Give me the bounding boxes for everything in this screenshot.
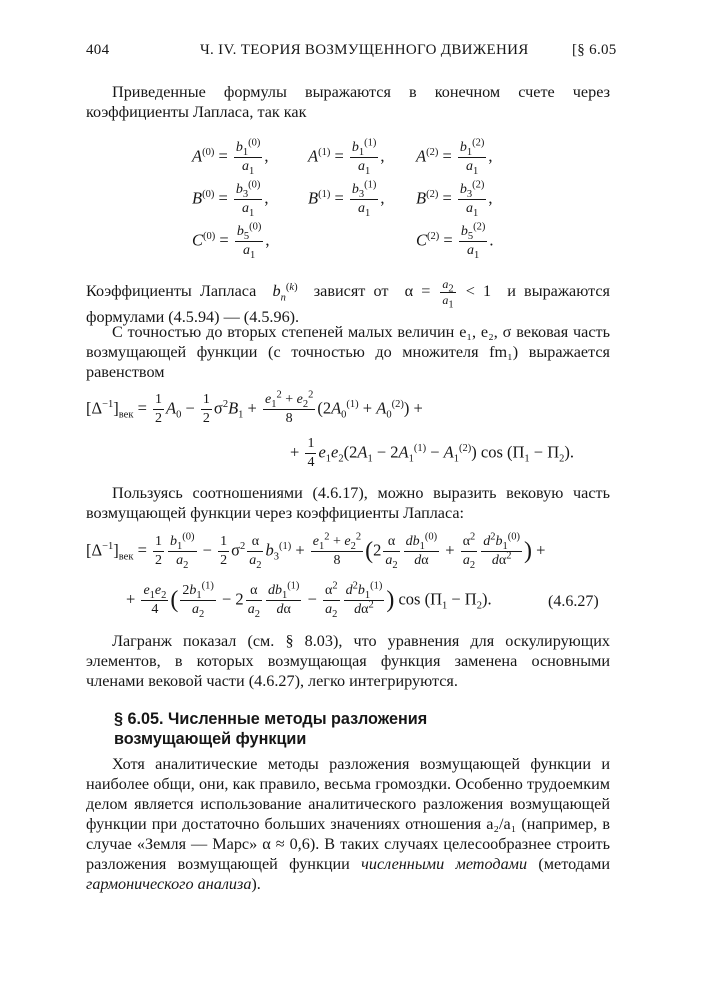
- formula-a1: $A^{(1)}$ = $\frac{b_1^{(1)}}{a_1}$ ,: [308, 137, 385, 177]
- equation-secular-line1: $[\Delta^{-1}]_{век}$ = $\frac{1}{2}$ $A_0$ − $\frac{1}{2}$ $\sigma^2B_1$ + $\frac{e_1^2 + e_2^2}{8}$ $(2A_0^{(1)} + A_0^{(2)})$ +: [86, 389, 423, 426]
- paragraph-accuracy: [86, 322, 610, 382]
- equation-4-6-27-line1: $[\Delta^{-1}]_{век}$ = $\frac{1}{2}$ $\frac{b_1^{(0)}}{a_2}$ − $\frac{1}{2}$ $\sigma^2$ $\frac{\alpha}{a_2}$ $b_3^{(1)}$ + $\frac{e_1^2 + e_2^2}{8}$ (2 $\frac{\alpha}{a_2}$ $\frac{db_1^{(0)}}{d\alpha}$ + $\frac{\alpha^2}{a_2}$ $\frac{d^2b_1^{(0)}}{d\alpha^2}$ ) +: [86, 531, 546, 571]
- paragraph-relations: [86, 483, 610, 523]
- paragraph-text: Лагранж показал (см. § 8.03), что уравнения для оскулирующих элементов, в которых возмущающая функция заменена основными членами вековой части (4.6.27), легко интегрируются.: [86, 632, 610, 690]
- section-title-line: возмущающей функции: [114, 730, 307, 748]
- running-title: Ч. IV. ТЕОРИЯ ВОЗМУЩЕННОГО ДВИЖЕНИЯ: [200, 42, 529, 58]
- paragraph-laplace: Коэффициенты Лапласа $b_n^{(k)}$ зависят от α = $\frac{a_2}{a_1}$ < 1 и выражаются формулами (4.5.94) — (4.5.96).: [86, 277, 611, 326]
- paragraph-text: ).: [251, 875, 261, 893]
- paragraph-text: зависят от: [313, 282, 389, 301]
- formula-b0: $B^{(0)}$ = $\frac{b_3^{(0)}}{a_1}$ ,: [192, 179, 269, 219]
- formula-b1: $B^{(1)}$ = $\frac{b_3^{(1)}}{a_1}$ ,: [308, 179, 385, 219]
- paragraph-text: Коэффициенты Лапласа: [86, 282, 257, 301]
- section-heading: [114, 709, 427, 749]
- formula-a0: $A^{(0)}$ = $\frac{b_1^{(0)}}{a_1}$ ,: [192, 137, 269, 177]
- equation-4-6-27-line2: + $\frac{e_1e_2}{4}$ ( $\frac{2b_1^{(1)}}{a_2}$ − 2 $\frac{\alpha}{a_2}$ $\frac{db_1^{(1)}}{d\alpha}$ − $\frac{\alpha^2}{a_2}$ $\frac{d^2b_1^{(1)}}{d\alpha^2}$ ) $\cos (\Pi_1 - \Pi_2)$.: [126, 580, 492, 620]
- page-number: 404: [86, 42, 110, 58]
- formula-a2: $A^{(2)}$ = $\frac{b_1^{(2)}}{a_1}$ ,: [416, 137, 493, 177]
- equation-secular-line2: + $\frac{1}{4}$ $e_1e_2(2A_1 - 2A_1^{(1)} - A_1^{(2)})$ $\cos (\Pi_1 - \Pi_2)$.: [290, 436, 575, 470]
- section-title-line: § 6.05. Численные методы разложения: [114, 710, 428, 728]
- paragraph-intro: [86, 82, 610, 122]
- paragraph-text: Пользуясь соотношениями (4.6.17), можно выразить вековую часть возмущающей функции через коэффициенты Лапласа:: [86, 484, 610, 522]
- section-reference: [§ 6.05: [572, 42, 617, 58]
- paragraph-numerical-methods: [86, 754, 610, 894]
- paragraph-text: (методами: [538, 855, 611, 873]
- paragraph-text: Приведенные формулы выражаются в конечном счете через коэффициенты Лапласа, так как: [86, 83, 610, 121]
- formula-c2: $C^{(2)}$ = $\frac{b_5^{(2)}}{a_1}$ .: [416, 221, 494, 261]
- paragraph-text: С точностью до вторых степеней малых величин e₁, e₂, σ вековая часть возмущающей функции (с точностью до множителя fm₁) выражается равенством: [86, 323, 610, 381]
- paragraph-text: Хотя аналитические методы разложения возмущающей функции и наиболее общи, они, как правило, весьма громоздки. Особенно трудоемким делом является использование аналитического разложения возмущающей функции при достаточно больших значениях отношения a₂/a₁ (например, в случае «Земля — Марс» α ≈ 0,6). В таких случаях целесообразнее строить разложения возмущающей функции: [86, 755, 610, 873]
- equation-number: (4.6.27): [548, 593, 599, 610]
- paragraph-text: и выражаются формулами (4.5.94) — (4.5.96).: [86, 282, 611, 326]
- paragraph-lagrange: [86, 631, 610, 691]
- emphasis-text: гармонического анализа: [86, 875, 252, 893]
- formula-b2: $B^{(2)}$ = $\frac{b_3^{(2)}}{a_1}$ ,: [416, 179, 493, 219]
- formula-c0: $C^{(0)}$ = $\frac{b_5^{(0)}}{a_1}$ ,: [192, 221, 270, 261]
- emphasis-text: численными методами: [361, 855, 528, 873]
